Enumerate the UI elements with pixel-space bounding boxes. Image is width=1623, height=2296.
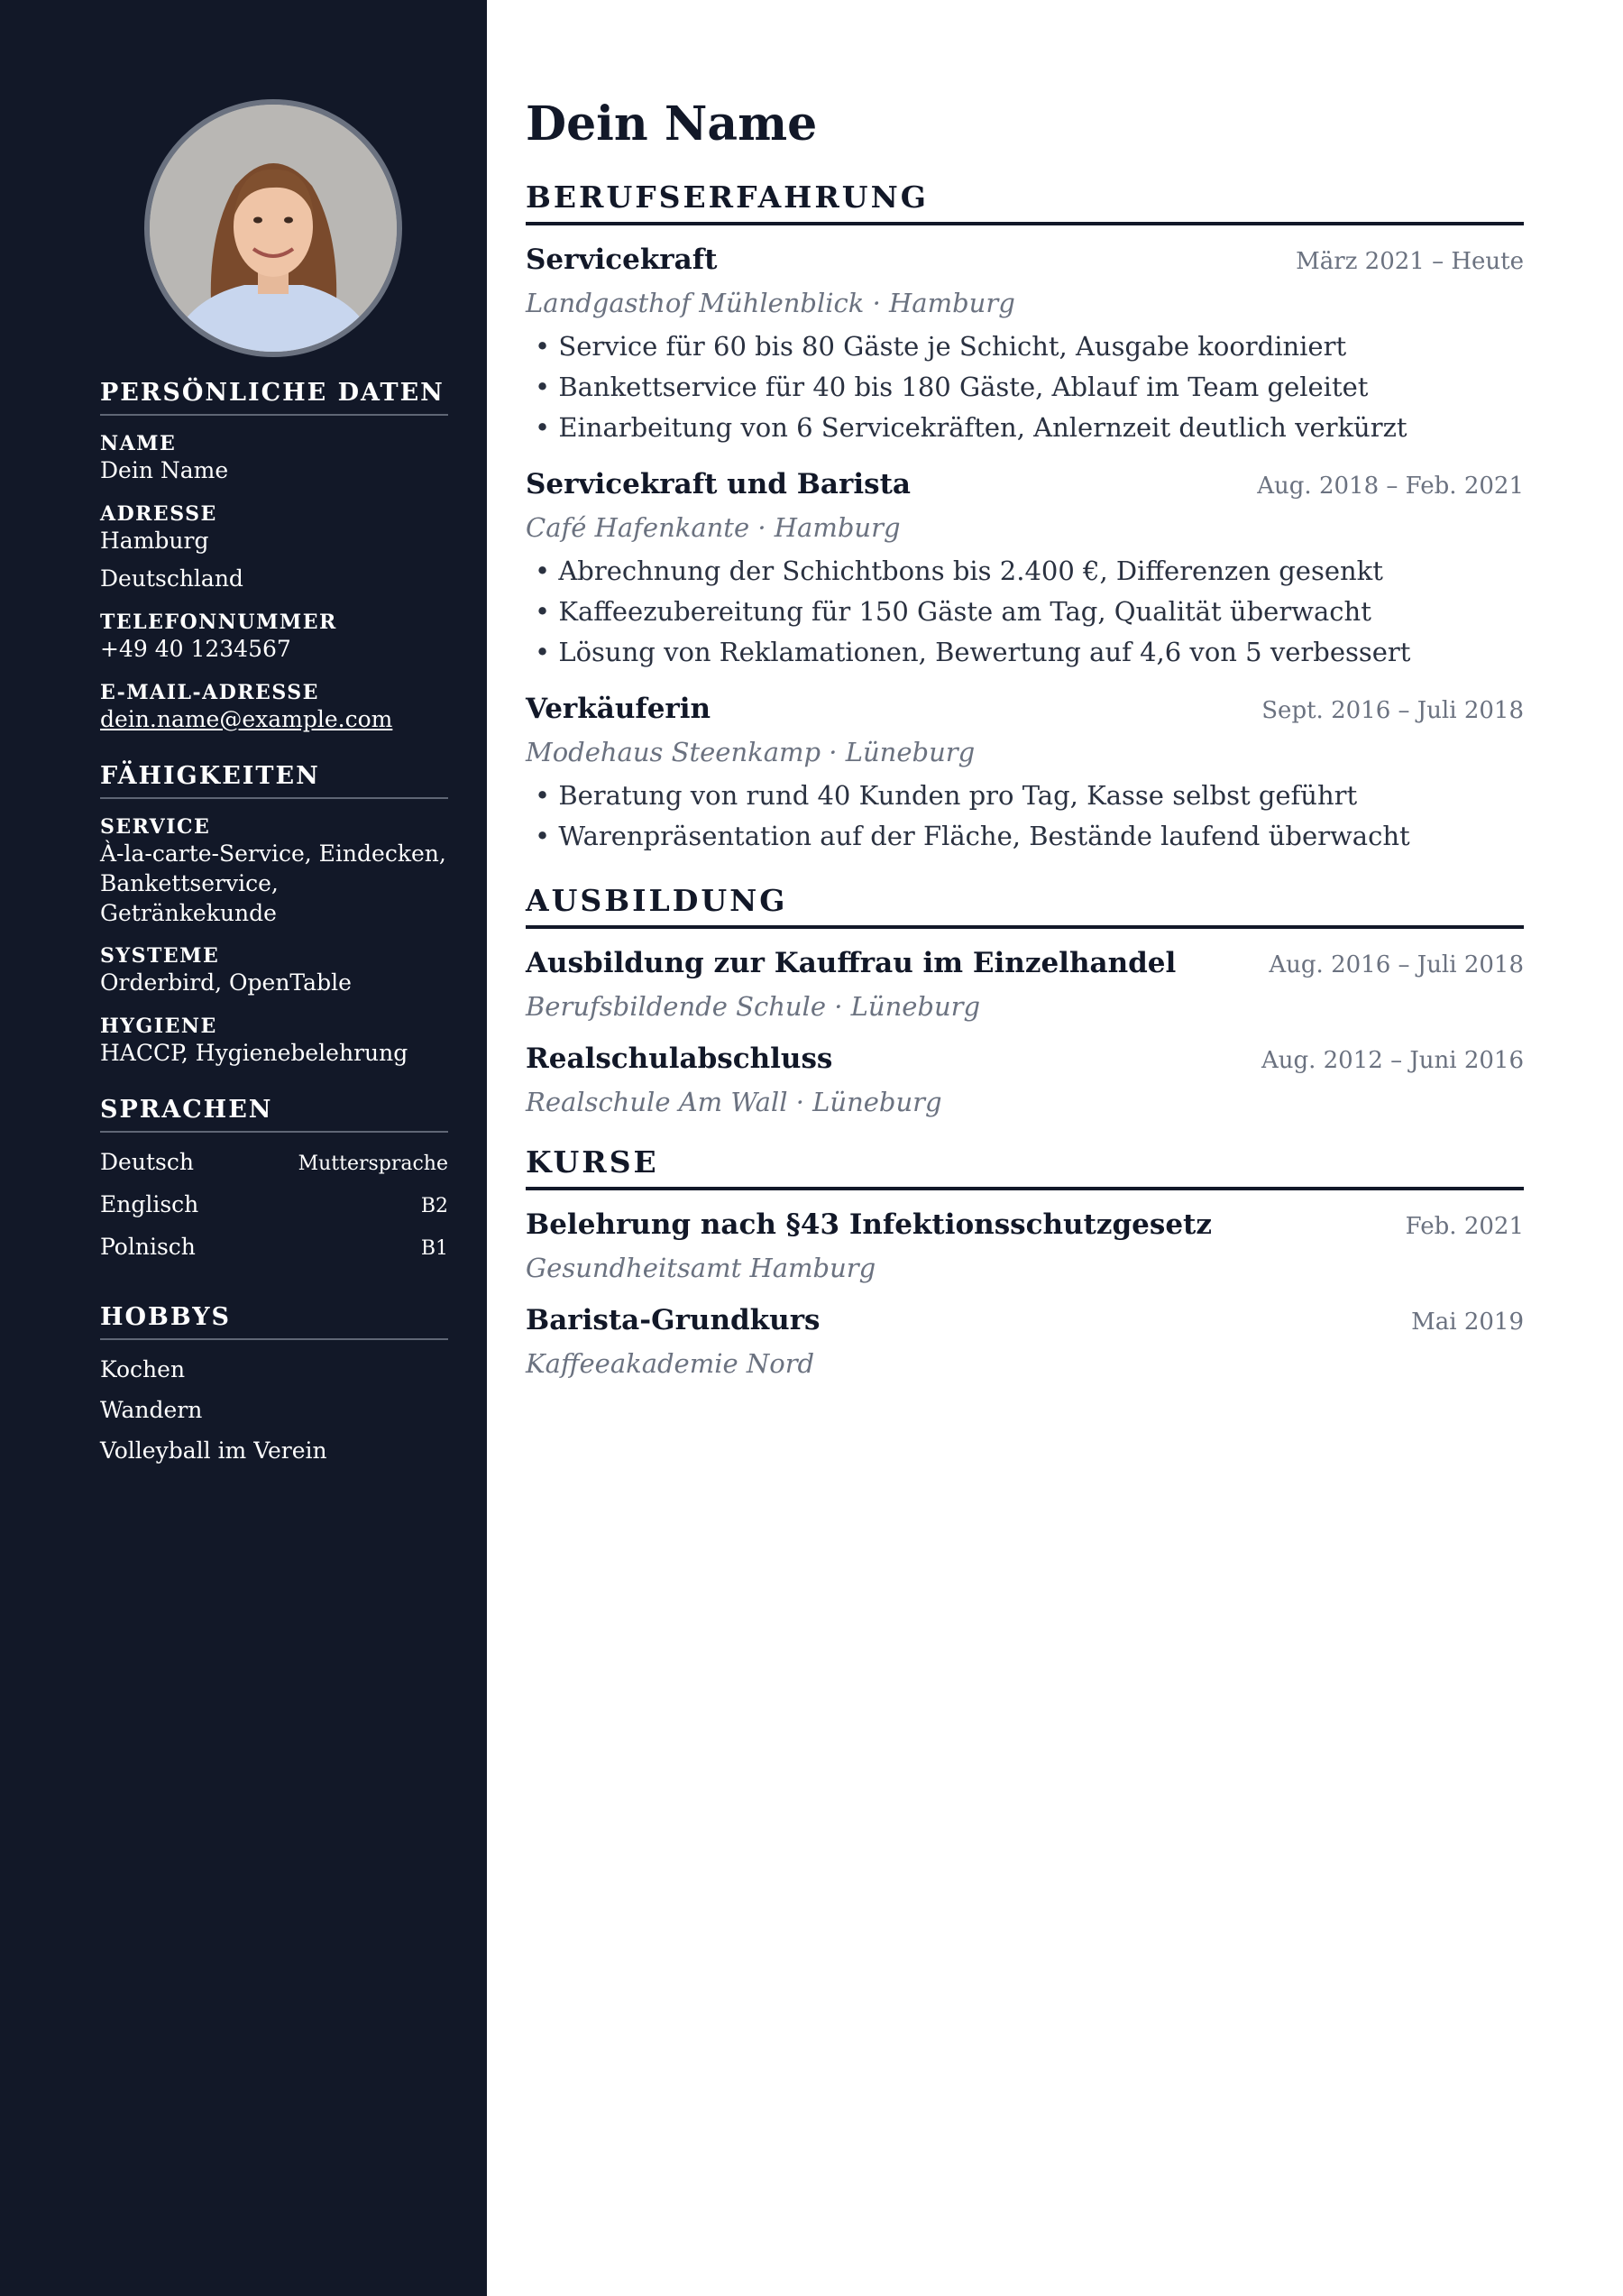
- skill-value: Orderbird, OpenTable: [100, 969, 352, 996]
- address-country: Deutschland: [100, 565, 243, 592]
- bullet-item: • Abrechnung der Schichtbons bis 2.400 €, Differenzen gesenkt: [535, 551, 1524, 592]
- skill-value: HACCP, Hygienebelehrung: [100, 1040, 408, 1066]
- address-label: ADRESSE: [100, 502, 217, 526]
- language-name: Englisch: [100, 1191, 199, 1217]
- bullet-list: [526, 326, 1524, 448]
- personal-data-heading: PERSÖNLICHE DATEN: [100, 379, 448, 416]
- hobbies-section: [100, 1303, 448, 1478]
- bullet-item: • Lösung von Reklamationen, Bewertung auf 4,6 von 5 verbessert: [535, 632, 1524, 673]
- language-level: B1: [420, 1237, 448, 1260]
- hobby-item: Wandern: [100, 1397, 203, 1423]
- course-entry: [526, 1208, 1524, 1284]
- email-link[interactable]: dein.name@example.com: [100, 706, 393, 732]
- language-level: B2: [420, 1195, 448, 1217]
- languages-section: [100, 1096, 448, 1276]
- name-label: NAME: [100, 432, 177, 455]
- employer: Modehaus Steenkamp · Lüneburg: [526, 737, 976, 767]
- skill-label: HYGIENE: [100, 1015, 217, 1038]
- skill-label: SERVICE: [100, 815, 211, 839]
- languages-heading: SPRACHEN: [100, 1096, 448, 1133]
- degree-title: Realschulabschluss: [526, 1042, 833, 1075]
- employer: Café Hafenkante · Hamburg: [526, 512, 901, 543]
- language-name: Deutsch: [100, 1149, 194, 1175]
- degree-title: Ausbildung zur Kauffrau im Einzelhandel: [526, 947, 1177, 979]
- skill-label: SYSTEME: [100, 944, 220, 968]
- education-heading: AUSBILDUNG: [526, 882, 1524, 929]
- language-row: [100, 1149, 448, 1191]
- address-city: Hamburg: [100, 528, 209, 554]
- course-provider: Gesundheitsamt Hamburg: [526, 1253, 876, 1283]
- avatar: [144, 99, 402, 357]
- bullet-item: • Einarbeitung von 6 Servicekräften, Anlernzeit deutlich verkürzt: [535, 408, 1524, 448]
- language-row: [100, 1234, 448, 1276]
- main-content: [526, 0, 1524, 1405]
- courses-section: [526, 1143, 1524, 1380]
- education-entry: [526, 947, 1524, 1023]
- degree-date: Aug. 2016 – Juli 2018: [1269, 951, 1524, 978]
- bullet-item: • Kaffeezubereitung für 150 Gäste am Tag, Qualität überwacht: [535, 592, 1524, 632]
- language-name: Polnisch: [100, 1234, 196, 1260]
- course-title: Belehrung nach §43 Infektionsschutzgesetz: [526, 1208, 1212, 1241]
- email-label: E-MAIL-ADRESSE: [100, 681, 319, 704]
- job-date: Sept. 2016 – Juli 2018: [1261, 697, 1524, 724]
- job-title: Servicekraft und Barista: [526, 468, 911, 501]
- page-title: Dein Name: [526, 96, 818, 152]
- degree-date: Aug. 2012 – Juni 2016: [1261, 1047, 1524, 1074]
- education-section: [526, 882, 1524, 1118]
- phone-value: +49 40 1234567: [100, 636, 291, 662]
- course-date: Mai 2019: [1411, 1309, 1524, 1336]
- sidebar: [0, 0, 487, 2296]
- employer: Landgasthof Mühlenblick · Hamburg: [526, 288, 1015, 318]
- bullet-list: [526, 776, 1524, 857]
- experience-entry: [526, 468, 1524, 673]
- bullet-list: [526, 551, 1524, 673]
- hobby-item: Volleyball im Verein: [100, 1437, 327, 1464]
- hobbies-heading: HOBBYS: [100, 1303, 448, 1340]
- phone-label: TELEFONNUMMER: [100, 611, 337, 634]
- bullet-item: • Bankettservice für 40 bis 180 Gäste, Ablauf im Team geleitet: [535, 367, 1524, 408]
- courses-heading: KURSE: [526, 1143, 1524, 1190]
- job-title: Verkäuferin: [526, 693, 711, 725]
- course-date: Feb. 2021: [1405, 1213, 1524, 1240]
- job-title: Servicekraft: [526, 243, 718, 276]
- experience-section: [526, 179, 1524, 857]
- job-date: Aug. 2018 – Feb. 2021: [1257, 473, 1524, 500]
- experience-entry: [526, 693, 1524, 857]
- skills-section: [100, 762, 448, 1069]
- education-entry: [526, 1042, 1524, 1118]
- language-level: Muttersprache: [298, 1153, 448, 1175]
- experience-entry: [526, 243, 1524, 448]
- experience-heading: BERUFSERFAHRUNG: [526, 179, 1524, 225]
- course-title: Barista-Grundkurs: [526, 1304, 821, 1336]
- skill-line: Bankettservice, Getränkekunde: [100, 870, 279, 926]
- course-entry: [526, 1304, 1524, 1380]
- skills-heading: FÄHIGKEITEN: [100, 762, 448, 799]
- bullet-item: • Service für 60 bis 80 Gäste je Schicht, Ausgabe koordiniert: [535, 326, 1524, 367]
- skill-value: [100, 839, 448, 928]
- language-row: [100, 1191, 448, 1234]
- bullet-item: • Beratung von rund 40 Kunden pro Tag, Kasse selbst geführt: [535, 776, 1524, 816]
- portrait-photo-icon: [150, 105, 397, 352]
- skill-line: À-la-carte-Service, Eindecken,: [100, 840, 446, 867]
- school: Berufsbildende Schule · Lüneburg: [526, 991, 981, 1022]
- name-value: Dein Name: [100, 457, 229, 483]
- job-date: März 2021 – Heute: [1296, 248, 1524, 275]
- bullet-item: • Warenpräsentation auf der Fläche, Bestände laufend überwacht: [535, 816, 1524, 857]
- course-provider: Kaffeeakademie Nord: [526, 1348, 815, 1379]
- hobby-item: Kochen: [100, 1356, 186, 1382]
- school: Realschule Am Wall · Lüneburg: [526, 1087, 942, 1117]
- personal-data-section: [100, 379, 448, 735]
